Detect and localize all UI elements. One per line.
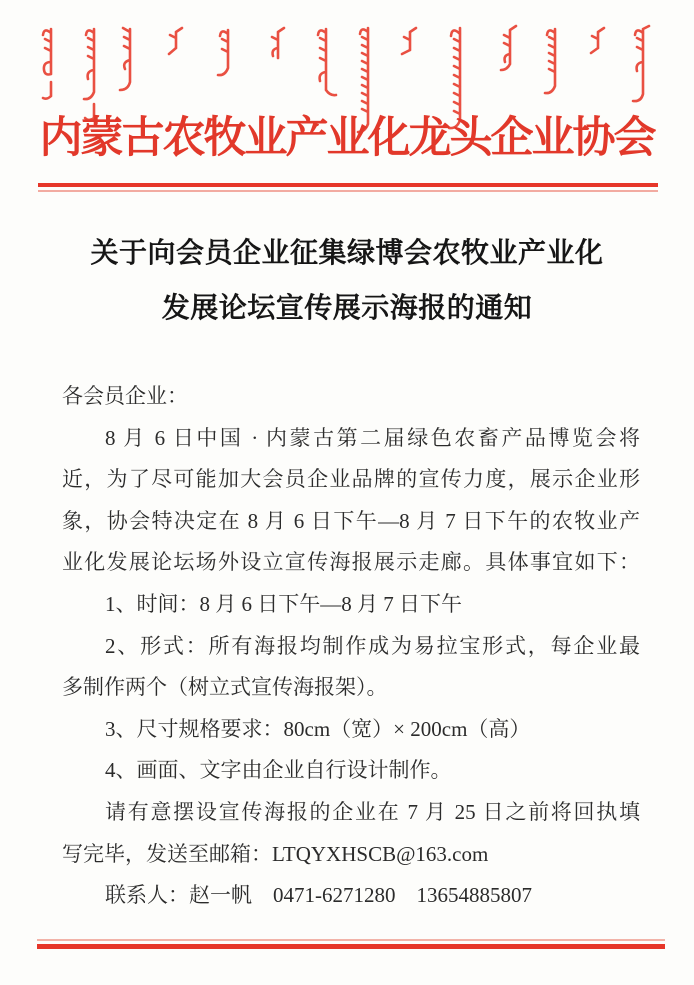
- footer-divider-thick-line: [37, 944, 665, 949]
- body-line-item-3-size: 3、尺寸规格要求：80cm（宽）× 200cm（高）: [105, 716, 531, 741]
- mongolian-word: [43, 29, 51, 99]
- body-line-item-2-form: 2、形式：所有海报均制作成为易拉宝形式，每企业最: [105, 633, 640, 658]
- mongolian-word: [545, 29, 555, 93]
- header-divider-thin-line: [38, 190, 658, 192]
- body-line-paragraph: 8 月 6 日中国 · 内蒙古第二届绿色农畜产品博览会将: [105, 425, 640, 450]
- body-line-contact: 联系人：赵一帆 0471-6271280 13654885807: [105, 883, 532, 908]
- footer-divider: [37, 939, 665, 949]
- header-divider-thick-line: [38, 183, 658, 187]
- mongolian-word: [120, 28, 130, 90]
- body-line-salutation: 各会员企业：: [62, 384, 188, 408]
- body-line-email: 写完毕，发送至邮箱：LTQYXHSCB@163.com: [62, 841, 489, 866]
- body-line-paragraph: 业化发展论坛场外设立宣传海报展示走廊。具体事宜如下：: [62, 550, 640, 575]
- body-line-reply-notice: 请有意摆设宣传海报的企业在 7 月 25 日之前将回执填: [105, 799, 640, 824]
- org-name-title: 内蒙古农牧业产业化龙头企业协会: [39, 115, 655, 162]
- body-line-item-4-design: 4、画面、文字由企业自行设计制作。: [105, 758, 452, 783]
- notice-title-line-1: 关于向会员企业征集绿博会农牧业产业化: [90, 238, 604, 269]
- body-line-paragraph: 象，协会特决定在 8 月 6 日下午—8 月 7 日下午的农牧业产: [62, 508, 640, 533]
- mongolian-word: [633, 26, 649, 101]
- mongolian-word: [318, 29, 336, 95]
- mongolian-word: [591, 28, 604, 53]
- mongolian-word: [218, 30, 228, 75]
- footer-divider-thin-line: [37, 939, 665, 941]
- body-line-item-2-cont: 多制作两个（树立式宣传海报架）。: [62, 675, 388, 700]
- mongolian-word: [84, 29, 94, 120]
- header-divider: [38, 183, 658, 192]
- mongolian-word: [501, 26, 516, 70]
- body-line-item-1-time: 1、时间：8 月 6 日下午—8 月 7 日下午: [105, 591, 462, 616]
- notice-body: [62, 376, 640, 917]
- notice-title: [0, 226, 694, 336]
- body-line-paragraph: 近，为了尽可能加大会员企业品牌的宣传力度，展示企业形: [62, 467, 640, 492]
- notice-title-line-2: 发展论坛宣传展示海报的通知: [161, 293, 533, 324]
- mongolian-word: [169, 28, 182, 54]
- mongolian-word: [272, 28, 284, 58]
- mongolian-word: [402, 28, 416, 54]
